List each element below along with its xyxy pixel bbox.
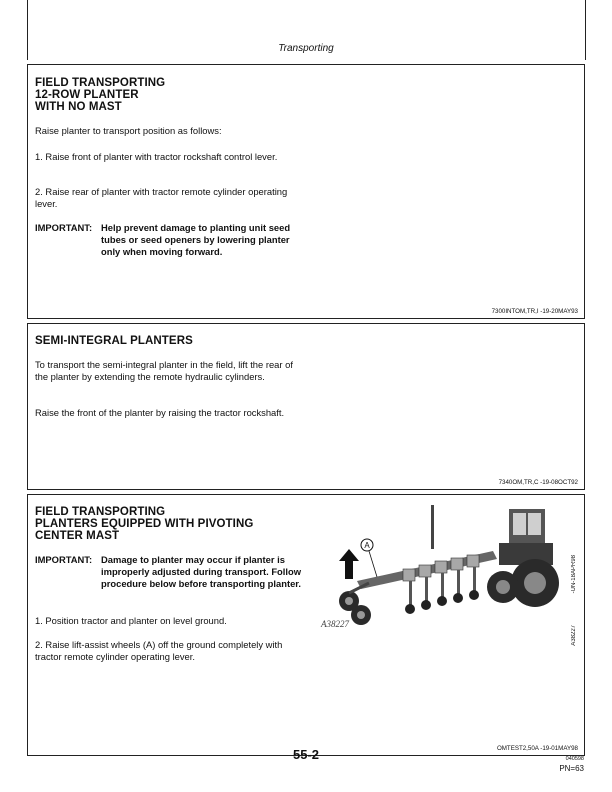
step-2-text: 2. Raise rear of planter with tractor remote cylinder operating lever. xyxy=(35,186,288,209)
paragraph-1: To transport the semi-integral planter in the field, lift the rear of the planter by extending the remote hydraulic cylinders. xyxy=(35,359,293,382)
page-number: 55-2 xyxy=(292,747,320,762)
footer-pn: PN=63 xyxy=(559,764,584,773)
title-line: FIELD TRANSPORTING xyxy=(35,506,166,518)
section-title xyxy=(35,77,165,113)
reference-code: OMTEST2,50A -19-01MAY98 xyxy=(496,745,578,752)
step-1-text: 1. Raise front of planter with tractor rockshaft control lever. xyxy=(35,151,278,162)
section-field-transporting-12-row xyxy=(27,64,585,319)
important-text: Help prevent damage to planting unit seed tubes or seed openers by lowering planter only when moving forward. xyxy=(101,222,291,257)
section-semi-integral-planters xyxy=(27,323,585,490)
reference-code: 7300INTOM,TR,I -19-20MAY93 xyxy=(491,308,578,315)
important-label: IMPORTANT: xyxy=(35,554,93,565)
footer-date-code: 040598 xyxy=(565,756,584,762)
section-title: SEMI-INTEGRAL PLANTERS xyxy=(35,335,193,347)
important-label: IMPORTANT: xyxy=(35,222,93,233)
figure-side-code: -UN-18APR98 xyxy=(571,555,577,594)
page-header-title: Transporting xyxy=(278,43,334,54)
section-title xyxy=(35,506,253,542)
section-pivoting-center-mast xyxy=(27,494,585,756)
step-1-text: 1. Position tractor and planter on level ground. xyxy=(35,615,227,626)
title-line: CENTER MAST xyxy=(35,530,120,542)
intro-text: Raise planter to transport position as follows: xyxy=(35,125,222,136)
title-line: WITH NO MAST xyxy=(35,101,122,113)
planter-photo xyxy=(313,503,565,631)
title-line: PLANTERS EQUIPPED WITH PIVOTING xyxy=(35,518,254,530)
planter-tractor-illustration xyxy=(313,503,565,631)
figure-side-code-2: A38227 xyxy=(571,625,577,646)
step-2-text: 2. Raise lift-assist wheels (A) off the ground completely with tractor remote cylinder operating lever. xyxy=(35,639,283,662)
important-text: Damage to planter may occur if planter is improperly adjusted during transport. Follow procedure below before transporting planter. xyxy=(101,554,302,589)
reference-code: 7340OM,TR,C -19-08OCT92 xyxy=(498,479,578,486)
paragraph-2: Raise the front of the planter by raising the tractor rockshaft. xyxy=(35,407,285,418)
image-code: A38227 xyxy=(321,619,349,629)
title-line: 12-ROW PLANTER xyxy=(35,89,139,101)
title-line: FIELD TRANSPORTING xyxy=(35,77,166,89)
callout-label: A xyxy=(364,541,370,550)
